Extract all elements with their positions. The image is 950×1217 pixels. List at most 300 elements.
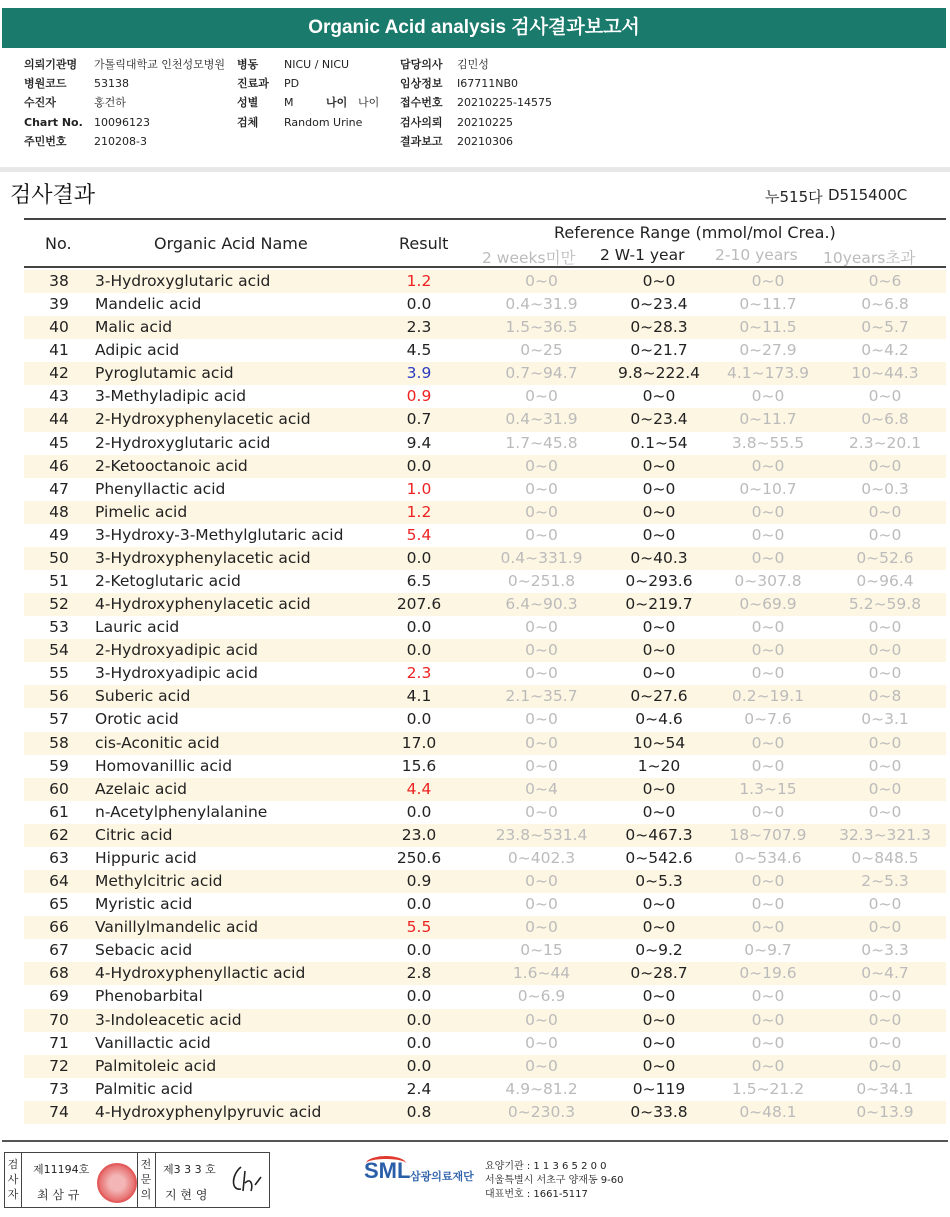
acid-name: Hippuric acid (95, 848, 197, 867)
ref-range-2weeks: 1.6~44 (512, 964, 571, 983)
patient-info-col1 (24, 55, 225, 151)
row-number: 49 (49, 525, 69, 544)
col-header-result: Result (399, 234, 449, 253)
table-row (24, 662, 946, 685)
ref-range-2weeks: 0~6.9 (517, 987, 566, 1006)
info-value: 210208-3 (94, 134, 147, 148)
result-value: 0.0 (406, 1010, 432, 1029)
acid-name: 4-Hydroxyphenylacetic acid (95, 595, 311, 614)
acid-name: cis-Aconitic acid (95, 733, 220, 752)
row-number: 60 (49, 779, 69, 798)
info-label: 임상정보 (400, 77, 443, 91)
table-row (24, 685, 946, 708)
result-value: 0.7 (406, 410, 432, 429)
result-value: 0.0 (406, 1033, 432, 1052)
ref-range-2-10y: 0~0 (751, 387, 785, 406)
table-row (24, 1055, 946, 1078)
ref-range-2-10y: 0~0 (751, 456, 785, 475)
acid-name: Sebacic acid (95, 941, 193, 960)
acid-name: 4-Hydroxyphenylpyruvic acid (95, 1102, 322, 1121)
table-row (24, 639, 946, 662)
result-value: 17.0 (401, 733, 437, 752)
ref-range-10y-plus: 10~44.3 (851, 364, 919, 383)
acid-name: 3-Hydroxyglutaric acid (95, 272, 271, 290)
table-row (24, 362, 946, 385)
info-value: NICU / NICU (284, 58, 350, 71)
ref-range-2weeks: 0~0 (525, 618, 558, 637)
ref-range-2weeks: 0~0 (525, 641, 558, 660)
row-number: 57 (49, 710, 69, 729)
ref-range-2w-1y: 0~23.4 (630, 295, 688, 314)
result-value: 2.4 (406, 1079, 432, 1098)
result-value: 23.0 (401, 825, 437, 844)
sml-logo: SML (364, 1158, 411, 1183)
ref-range-10y-plus: 0~0 (868, 987, 902, 1006)
row-number: 51 (49, 572, 69, 591)
acid-name: Myristic acid (95, 895, 193, 914)
ref-range-2-10y: 0~0 (751, 918, 785, 937)
result-value: 2.3 (406, 664, 432, 683)
result-value: 0.0 (406, 548, 432, 567)
ref-range-2w-1y: 0~0 (642, 479, 676, 498)
specialist-number: 제3 3 3 호 (163, 1163, 216, 1176)
result-value: 4.1 (406, 687, 432, 706)
row-number: 68 (49, 964, 69, 983)
ref-range-10y-plus: 5.2~59.8 (848, 595, 922, 614)
acid-name: 3-Methyladipic acid (95, 387, 247, 406)
result-value: 250.6 (396, 848, 442, 867)
info-label: 결과보고 (400, 134, 443, 148)
table-row (24, 1009, 946, 1032)
ref-range-10y-plus: 0~0 (868, 918, 902, 937)
row-number: 41 (49, 341, 69, 360)
ref-range-2-10y: 0~0 (751, 733, 785, 752)
info-value: 가톨릭대학교 인천성모병원 (94, 58, 226, 71)
result-value: 0.0 (406, 456, 432, 475)
patient-info-col2 (237, 55, 379, 132)
info-label: 나이 (326, 96, 348, 110)
ref-range-2weeks: 0~0 (525, 664, 558, 683)
ref-range-2w-1y: 0~0 (642, 525, 676, 544)
ref-range-2-10y: 0~307.8 (734, 572, 802, 591)
acid-name: Phenyllactic acid (95, 479, 226, 498)
acid-name: Palmitoleic acid (95, 1056, 217, 1075)
ref-range-2w-1y: 0~40.3 (630, 548, 688, 567)
ref-range-2-10y: 18~707.9 (729, 825, 807, 844)
row-number: 56 (49, 687, 69, 706)
info-value: 나이 (358, 96, 380, 110)
row-number: 53 (49, 618, 69, 637)
ref-range-2-10y: 3.8~55.5 (731, 433, 805, 452)
acid-name: Vanillylmandelic acid (95, 918, 259, 937)
ref-range-2w-1y: 0~0 (642, 802, 676, 821)
info-value: PD (284, 77, 300, 91)
row-number: 45 (49, 433, 69, 452)
row-number: 71 (49, 1033, 69, 1052)
divider (21, 1153, 22, 1207)
section-divider (0, 167, 950, 172)
info-label: 접수번호 (400, 96, 443, 110)
row-number: 62 (49, 825, 69, 844)
ref-range-2weeks: 0~0 (525, 918, 558, 937)
acid-name: 3-Hydroxyadipic acid (95, 664, 258, 683)
acid-name: 2-Hydroxyphenylacetic acid (95, 410, 311, 429)
info-label: 의뢰기관명 (24, 58, 78, 71)
patient-info-col3 (400, 55, 552, 151)
ref-range-2-10y: 0~11.5 (739, 318, 797, 337)
row-number: 65 (49, 895, 69, 914)
ref-range-2w-1y: 0~0 (642, 1010, 676, 1029)
ref-range-10y-plus: 0~6.8 (861, 410, 909, 429)
ref-range-2weeks: 0~0 (525, 756, 558, 775)
ref-range-2w-1y: 0~219.7 (625, 595, 693, 614)
ref-range-10y-plus: 0~6 (868, 272, 902, 290)
row-number: 66 (49, 918, 69, 937)
ref-range-2weeks: 0~0 (525, 895, 558, 914)
ref-range-2weeks: 0~4 (525, 779, 558, 798)
ref-range-2weeks: 0.4~31.9 (505, 410, 578, 429)
specialist-name: 지 현 영 (165, 1188, 208, 1202)
ref-range-2w-1y: 0~0 (642, 641, 676, 660)
results-table (24, 270, 946, 1124)
footer-rule (2, 1140, 948, 1142)
divider (155, 1153, 156, 1207)
ref-range-10y-plus: 0~0 (868, 733, 902, 752)
ref-range-2w-1y: 0~5.3 (635, 872, 683, 891)
ref-range-2weeks: 0.7~94.7 (505, 364, 578, 383)
ref-range-2w-1y: 0~0 (642, 779, 676, 798)
ref-range-10y-plus: 0~0 (868, 387, 902, 406)
row-number: 43 (49, 387, 69, 406)
ref-range-2w-1y: 0.1~54 (630, 433, 688, 452)
row-number: 50 (49, 548, 69, 567)
table-row (24, 455, 946, 478)
info-value: 김민성 (457, 58, 489, 71)
ref-range-10y-plus: 0~0 (868, 779, 902, 798)
ref-range-10y-plus: 0~0 (868, 1056, 902, 1075)
row-number: 42 (49, 364, 69, 383)
result-value: 0.0 (406, 895, 432, 914)
ref-range-2-10y: 0~19.6 (739, 964, 797, 983)
info-value: M (284, 96, 294, 110)
table-row (24, 985, 946, 1008)
ref-range-2w-1y: 0~293.6 (625, 572, 693, 591)
table-row (24, 824, 946, 847)
col-header-name: Organic Acid Name (154, 234, 308, 253)
ref-range-2weeks: 1.5~36.5 (505, 318, 578, 337)
result-value: 0.0 (406, 1056, 432, 1075)
info-value: 20210225-14575 (457, 96, 552, 110)
acid-name: Adipic acid (95, 341, 180, 360)
ref-range-2weeks: 0~0 (525, 387, 558, 406)
result-value: 0.0 (406, 618, 432, 637)
ref-range-2-10y: 0~0 (751, 502, 785, 521)
ref-range-2w-1y: 0~0 (642, 456, 676, 475)
ref-range-2-10y: 0~10.7 (739, 479, 797, 498)
table-row (24, 432, 946, 455)
ref-range-10y-plus: 0~0 (868, 895, 902, 914)
ref-range-10y-plus: 0~3.3 (861, 941, 909, 960)
acid-name: Methylcitric acid (95, 872, 223, 891)
ref-range-2w-1y: 0~0 (642, 618, 676, 637)
table-row (24, 293, 946, 316)
ref-range-2-10y: 0~0 (751, 664, 785, 683)
acid-name: Mandelic acid (95, 295, 202, 314)
ref-range-10y-plus: 0~96.4 (856, 572, 914, 591)
info-value: I67711NB0 (457, 77, 519, 91)
row-number: 47 (49, 479, 69, 498)
ref-range-2w-1y: 0~9.2 (635, 941, 683, 960)
acid-name: Pimelic acid (95, 502, 188, 521)
ref-range-2w-1y: 0~0 (642, 1033, 676, 1052)
row-number: 40 (49, 318, 69, 337)
ref-range-2-10y: 1.5~21.2 (731, 1079, 805, 1098)
ref-range-2w-1y: 0~0 (642, 895, 676, 914)
ref-range-2w-1y: 0~23.4 (630, 410, 688, 429)
acid-name: n-Acetylphenylalanine (95, 802, 268, 821)
acid-name: Homovanillic acid (95, 756, 233, 775)
ref-range-2-10y: 0~11.7 (739, 295, 797, 314)
table-row (24, 385, 946, 408)
ref-range-2-10y: 0.2~19.1 (731, 687, 805, 706)
table-row (24, 478, 946, 501)
row-number: 54 (49, 641, 69, 660)
row-number: 59 (49, 756, 69, 775)
ref-range-10y-plus: 0~0 (868, 1033, 902, 1052)
organization-address (485, 1160, 624, 1202)
result-value: 2.3 (406, 318, 432, 337)
ref-range-2w-1y: 0~119 (632, 1079, 686, 1098)
ref-range-2-10y: 0~7.6 (744, 710, 792, 729)
row-number: 73 (49, 1079, 69, 1098)
info-value: 10096123 (94, 115, 150, 129)
row-number: 67 (49, 941, 69, 960)
ref-range-10y-plus: 0~848.5 (851, 848, 919, 867)
info-value: 홍건하 (94, 96, 126, 110)
result-value: 1.2 (406, 502, 432, 521)
ref-range-2-10y: 0~0 (751, 1010, 785, 1029)
table-row (24, 339, 946, 362)
test-code-2: D515400C (828, 186, 908, 204)
ref-range-2weeks: 0~230.3 (507, 1102, 576, 1121)
ref-range-10y-plus: 0~0 (868, 1010, 902, 1029)
result-value: 2.8 (406, 964, 432, 983)
result-value: 1.0 (406, 479, 432, 498)
ref-range-2-10y: 0~0 (751, 802, 785, 821)
result-value: 1.2 (406, 272, 432, 290)
ref-range-2-10y: 0~0 (751, 872, 785, 891)
ref-range-2weeks: 0~0 (525, 525, 558, 544)
acid-name: Palmitic acid (95, 1079, 193, 1098)
acid-name: Pyroglutamic acid (95, 364, 234, 383)
info-value: 20210225 (457, 115, 513, 129)
ref-range-2weeks: 6.4~90.3 (505, 595, 578, 614)
result-value: 6.5 (406, 572, 432, 591)
ref-range-10y-plus: 0~5.7 (861, 318, 909, 337)
col-header-ref-4: 10years초과 (823, 249, 916, 267)
acid-name: 3-Indoleacetic acid (95, 1010, 242, 1029)
row-number: 74 (49, 1102, 69, 1121)
acid-name: 3-Hydroxy-3-Methylglutaric acid (95, 525, 344, 544)
row-number: 70 (49, 1010, 69, 1029)
ref-range-2w-1y: 0~0 (642, 664, 676, 683)
ref-range-2w-1y: 0~27.6 (630, 687, 688, 706)
ref-range-10y-plus: 0~0 (868, 456, 902, 475)
address-line: 대표번호 : 1661-5117 (485, 1189, 588, 1200)
table-row (24, 962, 946, 985)
result-value: 5.5 (406, 918, 432, 937)
divider (137, 1153, 138, 1207)
info-value: 20210306 (457, 134, 513, 148)
table-row (24, 570, 946, 593)
ref-range-2-10y: 0~0 (751, 641, 785, 660)
ref-range-10y-plus: 0~0 (868, 802, 902, 821)
info-label: 병원코드 (24, 77, 67, 91)
section-title: 검사결과 (10, 183, 96, 208)
ref-range-10y-plus: 0~0 (868, 641, 902, 660)
ref-range-2w-1y: 10~54 (632, 733, 686, 752)
acid-name: Phenobarbital (95, 987, 203, 1006)
ref-range-2w-1y: 0~467.3 (625, 825, 693, 844)
col-header-no: No. (45, 234, 72, 253)
ref-range-2w-1y: 0~21.7 (630, 341, 688, 360)
row-number: 61 (49, 802, 69, 821)
ref-range-10y-plus: 0~13.9 (856, 1102, 914, 1121)
row-number: 52 (49, 595, 69, 614)
ref-range-10y-plus: 0~0 (868, 525, 902, 544)
table-top-rule (24, 218, 946, 220)
result-value: 0.9 (406, 872, 432, 891)
ref-range-2-10y: 0~0 (751, 987, 785, 1006)
address-line: 요양기관 : 1 1 3 6 5 2 0 0 (485, 1161, 607, 1172)
table-row (24, 778, 946, 801)
table-row (24, 1078, 946, 1101)
row-number: 48 (49, 502, 69, 521)
table-row (24, 847, 946, 870)
ref-range-10y-plus: 2~5.3 (861, 872, 909, 891)
acid-name: Malic acid (95, 318, 173, 337)
result-value: 4.4 (406, 779, 432, 798)
ref-range-2w-1y: 9.8~222.4 (617, 364, 700, 383)
result-value: 0.0 (406, 641, 432, 660)
table-row (24, 408, 946, 431)
ref-range-2weeks: 0~0 (525, 710, 558, 729)
ref-range-2weeks: 2.1~35.7 (505, 687, 578, 706)
table-row (24, 270, 946, 293)
acid-name: Vanillactic acid (95, 1033, 211, 1052)
ref-range-2weeks: 0~0 (525, 272, 558, 290)
ref-range-2w-1y: 0~0 (642, 987, 676, 1006)
table-row (24, 501, 946, 524)
ref-range-2w-1y: 0~0 (642, 1056, 676, 1075)
table-row (24, 524, 946, 547)
inspector-number: 제11194호 (33, 1163, 90, 1176)
ref-range-2weeks: 1.7~45.8 (505, 433, 578, 452)
ref-range-2weeks: 0~0 (525, 1056, 558, 1075)
table-row (24, 547, 946, 570)
acid-name: Orotic acid (95, 710, 179, 729)
ref-range-2w-1y: 0~0 (642, 387, 676, 406)
signature-box (4, 1152, 270, 1208)
ref-range-2-10y: 0~0 (751, 1056, 785, 1075)
ref-range-2-10y: 0~69.9 (739, 595, 797, 614)
ref-range-10y-plus: 0~4.2 (861, 341, 909, 360)
ref-range-2-10y: 0~0 (751, 525, 785, 544)
col-header-ref-2: 2 W-1 year (600, 246, 685, 264)
info-value: Random Urine (284, 115, 363, 129)
ref-range-2weeks: 0~0 (525, 1010, 558, 1029)
ref-range-2weeks: 0.4~331.9 (500, 548, 583, 567)
row-number: 44 (49, 410, 69, 429)
result-value: 207.6 (396, 595, 442, 614)
info-label: 진료과 (237, 77, 269, 91)
table-row (24, 870, 946, 893)
ref-range-10y-plus: 0~0.3 (861, 479, 909, 498)
ref-range-2-10y: 0~0 (751, 1033, 785, 1052)
ref-range-2weeks: 0~0 (525, 1033, 558, 1052)
result-value: 0.0 (406, 295, 432, 314)
ref-range-2weeks: 0~402.3 (507, 848, 576, 867)
acid-name: 4-Hydroxyphenyllactic acid (95, 964, 306, 983)
specialist-vertical-label: 전문의 (140, 1158, 152, 1201)
ref-range-2weeks: 0~0 (525, 872, 558, 891)
table-row (24, 801, 946, 824)
ref-range-2weeks: 0~0 (525, 802, 558, 821)
info-label: 수진자 (24, 96, 56, 110)
ref-range-10y-plus: 0~52.6 (856, 548, 914, 567)
ref-range-2-10y: 0~11.7 (739, 410, 797, 429)
result-value: 0.8 (406, 1102, 432, 1121)
acid-name: Suberic acid (95, 687, 191, 706)
ref-range-2weeks: 0~25 (520, 341, 563, 360)
ref-range-2weeks: 0~251.8 (507, 572, 576, 591)
ref-range-2weeks: 0.4~31.9 (505, 295, 578, 314)
ref-range-2-10y: 0~0 (751, 756, 785, 775)
ref-range-2weeks: 0~0 (525, 502, 558, 521)
result-value: 0.0 (406, 802, 432, 821)
table-row (24, 593, 946, 616)
result-value: 0.0 (406, 710, 432, 729)
ref-range-2w-1y: 0~4.6 (635, 710, 683, 729)
organization-name: 삼광의료재단 (410, 1170, 474, 1183)
ref-range-2-10y: 0~0 (751, 895, 785, 914)
report-title: Organic Acid analysis 검사결과보고서 (2, 8, 946, 48)
inspector-vertical-label: 검사자 (7, 1158, 19, 1201)
ref-range-2-10y: 1.3~15 (739, 779, 797, 798)
ref-range-10y-plus: 0~0 (868, 664, 902, 683)
acid-name: Citric acid (95, 825, 173, 844)
result-value: 15.6 (401, 756, 437, 775)
acid-name: 2-Hydroxyglutaric acid (95, 433, 271, 452)
acid-name: 2-Hydroxyadipic acid (95, 641, 258, 660)
info-label: 병동 (237, 58, 259, 71)
ref-range-2w-1y: 0~0 (642, 272, 676, 290)
table-row (24, 616, 946, 639)
info-value: 53138 (94, 77, 129, 91)
ref-range-2-10y: 0~48.1 (739, 1102, 797, 1121)
acid-name: Azelaic acid (95, 779, 188, 798)
ref-range-10y-plus: 0~0 (868, 502, 902, 521)
ref-range-2weeks: 23.8~531.4 (495, 825, 588, 844)
ref-range-10y-plus: 2.3~20.1 (848, 433, 922, 452)
ref-range-2w-1y: 0~28.7 (630, 964, 688, 983)
ref-range-2w-1y: 1~20 (637, 756, 681, 775)
row-number: 58 (49, 733, 69, 752)
info-label: Chart No. (24, 115, 83, 129)
row-number: 63 (49, 848, 69, 867)
info-label: 검사의뢰 (400, 115, 443, 129)
ref-range-2-10y: 0~0 (751, 272, 785, 290)
